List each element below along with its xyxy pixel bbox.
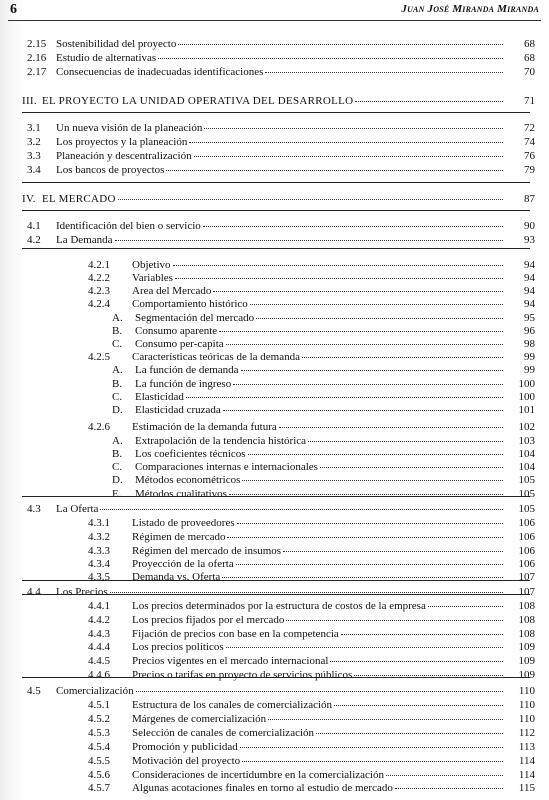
dot-leader — [204, 128, 503, 129]
dot-leader — [354, 675, 503, 676]
dot-leader — [173, 265, 504, 266]
toc-entry — [0, 517, 549, 529]
toc-entry-page: 90 — [524, 220, 535, 232]
toc-entry-number: 4.4.3 — [88, 628, 110, 640]
section-rule — [22, 677, 530, 678]
toc-entry-title: Elasticidad cruzada — [135, 404, 221, 416]
toc-entry-title: Algunas acotaciones finales en torno al estudio de mercado — [132, 782, 393, 794]
dot-leader — [286, 620, 503, 621]
toc-entry-page: 109 — [518, 655, 535, 667]
toc-entry-number: 4.2.1 — [88, 259, 110, 271]
toc-entry-title: Listado de proveedores — [132, 517, 235, 529]
toc-entry-number: C. — [112, 391, 123, 403]
toc-entry-page: 94 — [524, 298, 535, 310]
toc-entry-page: 94 — [524, 259, 535, 271]
toc-entry-page: 114 — [518, 755, 535, 767]
toc-entry-title: Comercialización — [56, 685, 134, 697]
toc-entry — [0, 699, 549, 711]
toc-entry — [0, 655, 549, 667]
toc-entry-title: Los Precios — [56, 586, 108, 598]
toc-entry-title: Selección de canales de comercialización — [132, 727, 315, 739]
toc-entry — [0, 404, 549, 416]
toc-entry-page: 109 — [518, 641, 535, 653]
toc-entry-page: 108 — [518, 628, 535, 640]
toc-entry-number: 4.2.4 — [88, 298, 110, 310]
toc-entry-title: Características teóricas de la demanda — [132, 351, 300, 363]
dot-leader — [222, 577, 503, 578]
toc-entry — [0, 435, 549, 447]
toc-entry-page: 96 — [524, 325, 535, 337]
toc-entry — [0, 755, 549, 767]
dot-leader — [226, 344, 503, 345]
toc-entry-title: Estudio de alternativas — [56, 52, 157, 64]
toc-entry-title: La Oferta — [56, 503, 99, 515]
toc-entry-title: Los coeficientes técnicos — [135, 448, 246, 460]
toc-entry — [0, 391, 549, 403]
toc-entry-number: D. — [112, 404, 123, 416]
toc-entry — [0, 164, 549, 176]
toc-entry-number: IV. — [22, 193, 36, 205]
toc-entry-title: Area del Mercado — [132, 285, 212, 297]
dot-leader — [219, 331, 503, 332]
toc-entry-title: Planeación y descentralización — [56, 150, 192, 162]
toc-entry-page: 109 — [518, 669, 535, 681]
toc-entry — [0, 769, 549, 781]
section-rule — [22, 580, 530, 581]
toc-entry — [0, 503, 549, 515]
section-rule — [22, 594, 530, 595]
dot-leader — [265, 72, 503, 73]
dot-leader — [334, 705, 503, 706]
toc-entry — [0, 628, 549, 640]
toc-entry — [0, 545, 549, 557]
toc-entry-page: 76 — [524, 150, 535, 162]
toc-entry — [0, 421, 549, 433]
toc-entry-title: EL PROYECTO LA UNIDAD OPERATIVA DEL DESARROLLO — [42, 95, 354, 107]
toc-entry-page: 95 — [524, 312, 535, 324]
toc-entry-title: Proyección de la oferta — [132, 558, 234, 570]
toc-entry-page: 71 — [524, 95, 535, 107]
toc-entry-page: 105 — [518, 488, 535, 500]
toc-entry — [0, 38, 549, 50]
toc-entry-title: Promoción y publicidad — [132, 741, 238, 753]
toc-entry-page: 98 — [524, 338, 535, 350]
dot-leader — [279, 427, 503, 428]
dot-leader — [227, 537, 503, 538]
toc-entry-page: 101 — [518, 404, 535, 416]
toc-entry-number: 4.2.3 — [88, 285, 110, 297]
toc-entry — [0, 136, 549, 148]
toc-entry-page: 106 — [518, 517, 535, 529]
toc-entry — [0, 558, 549, 570]
toc-entry-page: 93 — [524, 234, 535, 246]
toc-entry-number: 4.3.3 — [88, 545, 110, 557]
toc-entry-title: EL MERCADO — [42, 193, 116, 205]
toc-entry-number: B. — [112, 448, 123, 460]
dot-leader — [136, 691, 503, 692]
dot-leader — [302, 357, 503, 358]
toc-entry — [0, 586, 549, 598]
toc-entry-title: Extrapolación de la tendencia histórica — [135, 435, 307, 447]
toc-entry-page: 114 — [518, 769, 535, 781]
toc-entry — [0, 600, 549, 612]
toc-entry-number: A. — [112, 364, 123, 376]
toc-entry-title: Segmentación del mercado — [135, 312, 255, 324]
toc-entry-title: La función de demanda — [135, 364, 239, 376]
running-head-author: Juan José Miranda Miranda — [401, 3, 539, 15]
toc-entry-title: Elasticidad — [135, 391, 184, 403]
toc-entry-page: 68 — [524, 38, 535, 50]
toc-entry — [0, 234, 549, 246]
dot-leader — [233, 384, 503, 385]
toc-entry-page: 113 — [518, 741, 535, 753]
dot-leader — [175, 278, 503, 279]
toc-entry — [0, 298, 549, 310]
toc-entry-number: 2.15 — [27, 38, 47, 50]
dot-leader — [242, 761, 503, 762]
toc-entry — [0, 52, 549, 64]
toc-entry-page: 94 — [524, 285, 535, 297]
section-rule — [22, 248, 530, 249]
toc-entry-page: 112 — [518, 727, 535, 739]
toc-entry-page: 110 — [518, 685, 535, 697]
dot-leader — [203, 226, 503, 227]
toc-entry — [0, 614, 549, 626]
toc-entry-number: A. — [112, 435, 123, 447]
toc-entry-page: 87 — [524, 193, 535, 205]
toc-entry-page: 115 — [518, 782, 535, 794]
toc-entry-number: B. — [112, 378, 123, 390]
section-rule — [22, 112, 530, 113]
toc-entry — [0, 461, 549, 473]
toc-entry-page: 106 — [518, 531, 535, 543]
toc-entry-page: 102 — [518, 421, 535, 433]
toc-entry — [0, 272, 549, 284]
toc-entry — [0, 364, 549, 376]
toc-entry — [0, 220, 549, 232]
toc-entry-page: 74 — [524, 136, 535, 148]
dot-leader — [194, 156, 503, 157]
toc-entry-title: Los precios determinados por la estructura de costos de la empresa — [132, 600, 426, 612]
dot-leader — [241, 370, 503, 371]
toc-entry — [0, 351, 549, 363]
toc-entry-page: 94 — [524, 272, 535, 284]
toc-entry-page: 72 — [524, 122, 535, 134]
toc-entry-number: 4.4 — [27, 586, 41, 598]
toc-entry — [0, 338, 549, 350]
toc-entry-number: 4.4.4 — [88, 641, 110, 653]
section-rule — [22, 496, 530, 497]
toc-entry-page: 70 — [524, 66, 535, 78]
toc-entry-title: Demanda vs. Oferta — [132, 571, 221, 583]
toc-entry-number: D. — [112, 474, 123, 486]
section-rule — [22, 182, 530, 183]
dot-leader — [341, 634, 503, 635]
toc-entry-title: Precios o tarifas en proyecto de servicios públicos — [132, 669, 353, 681]
dot-leader — [158, 58, 503, 59]
toc-entry — [0, 571, 549, 583]
toc-entry-title: Métodos cualitativos — [135, 488, 227, 500]
toc-entry-number: 4.2 — [27, 234, 41, 246]
toc-entry-page: 104 — [518, 461, 535, 473]
toc-entry-title: Los bancos de proyectos — [56, 164, 165, 176]
toc-entry-page: 100 — [518, 391, 535, 403]
toc-entry-page: 110 — [518, 713, 535, 725]
toc-entry — [0, 122, 549, 134]
dot-leader — [242, 480, 503, 481]
dot-leader — [308, 441, 503, 442]
toc-entry-title: Consumo aparente — [135, 325, 218, 337]
toc-entry-page: 79 — [524, 164, 535, 176]
dot-leader — [428, 606, 503, 607]
toc-entry-title: Variables — [132, 272, 173, 284]
toc-entry-title: Comportamiento histórico — [132, 298, 248, 310]
dot-leader — [223, 410, 503, 411]
dot-leader — [386, 775, 503, 776]
toc-chapter — [0, 95, 549, 107]
toc-entry-page: 110 — [518, 699, 535, 711]
toc-entry-title: Estructura de los canales de comercialización — [132, 699, 333, 711]
toc-entry-number: 4.3.1 — [88, 517, 110, 529]
dot-leader — [237, 523, 503, 524]
dot-leader — [240, 747, 503, 748]
toc-entry-number: 4.5.2 — [88, 713, 110, 725]
toc-entry-title: Un nueva visión de la planeación — [56, 122, 203, 134]
toc-entry-number: 4.2.6 — [88, 421, 110, 433]
toc-entry-page: 105 — [518, 474, 535, 486]
toc-entry — [0, 259, 549, 271]
toc-entry-page: 107 — [518, 586, 535, 598]
dot-leader — [178, 44, 503, 45]
toc-entry-title: Consecuencias de inadecuadas identificaciones — [56, 66, 264, 78]
toc-entry-title: Motivación del proyecto — [132, 755, 241, 767]
toc-entry-title: Consideraciones de incertidumbre en la comercialización — [132, 769, 384, 781]
toc-entry-number: 4.3 — [27, 503, 41, 515]
toc-entry — [0, 448, 549, 460]
toc-entry-number: 4.1 — [27, 220, 41, 232]
toc-entry-title: Fijación de precios con base en la competencia — [132, 628, 339, 640]
toc-entry-title: Precios vigentes en el mercado internacional — [132, 655, 329, 667]
dot-leader — [110, 592, 503, 593]
toc-entry-page: 104 — [518, 448, 535, 460]
dot-leader — [320, 467, 503, 468]
toc-entry-number: 2.17 — [27, 66, 47, 78]
toc-entry-page: 103 — [518, 435, 535, 447]
dot-leader — [115, 240, 504, 241]
toc-entry — [0, 531, 549, 543]
toc-entry-number: 4.5.4 — [88, 741, 110, 753]
toc-entry-page: 106 — [518, 558, 535, 570]
toc-entry-number: B. — [112, 325, 123, 337]
toc-entry-title: La Demanda — [56, 234, 113, 246]
toc-entry-title: Estimación de la demanda futura — [132, 421, 277, 433]
toc-entry-number: 3.3 — [27, 150, 41, 162]
toc-entry-title: Sostenibilidad del proyecto — [56, 38, 177, 50]
toc-entry — [0, 669, 549, 681]
toc-entry-number: 4.2.2 — [88, 272, 110, 284]
dot-leader — [395, 788, 503, 789]
toc-entry — [0, 325, 549, 337]
toc-entry-number: 4.2.5 — [88, 351, 110, 363]
toc-entry-title: Márgenes de comercialización — [132, 713, 267, 725]
toc-entry-title: Métodos econométricos — [135, 474, 241, 486]
toc-entry — [0, 150, 549, 162]
dot-leader — [236, 564, 503, 565]
toc-entry — [0, 685, 549, 697]
dot-leader — [226, 647, 503, 648]
toc-entry-title: Objetivo — [132, 259, 171, 271]
toc-entry-title: Identificación del bien o servicio — [56, 220, 201, 232]
toc-entry-number: 4.4.1 — [88, 600, 110, 612]
toc-entry-number: 4.5.6 — [88, 769, 110, 781]
toc-entry-title: Consumo per-capita — [135, 338, 224, 350]
dot-leader — [213, 291, 503, 292]
toc-entry-number: 3.4 — [27, 164, 41, 176]
toc-entry-number: 4.5.1 — [88, 699, 110, 711]
toc-entry — [0, 474, 549, 486]
dot-leader — [229, 494, 503, 495]
toc-entry — [0, 488, 549, 500]
toc-entry-number: 4.5.5 — [88, 755, 110, 767]
toc-entry-number: 4.4.5 — [88, 655, 110, 667]
dot-leader — [100, 509, 503, 510]
toc-entry-number: C. — [112, 461, 123, 473]
toc-entry — [0, 66, 549, 78]
toc-entry-number: 3.1 — [27, 122, 41, 134]
toc-entry-page: 108 — [518, 614, 535, 626]
toc-entry — [0, 741, 549, 753]
page-number: 6 — [10, 2, 17, 17]
toc-entry-title: Los precios políticos — [132, 641, 224, 653]
dot-leader — [256, 318, 503, 319]
toc-entry-page: 99 — [524, 364, 535, 376]
toc-entry — [0, 312, 549, 324]
toc-entry-number: 4.4.6 — [88, 669, 110, 681]
section-rule — [22, 210, 530, 211]
dot-leader — [250, 304, 503, 305]
toc-entry-page: 68 — [524, 52, 535, 64]
toc-entry — [0, 285, 549, 297]
toc-entry-title: Los precios fijados por el mercado — [132, 614, 285, 626]
toc-entry-number: 4.3.2 — [88, 531, 110, 543]
toc-entry-number: E. — [112, 488, 122, 500]
toc-entry-number: 2.16 — [27, 52, 47, 64]
toc-entry-page: 108 — [518, 600, 535, 612]
toc-entry-number: 4.5.3 — [88, 727, 110, 739]
toc-entry-page: 99 — [524, 351, 535, 363]
toc-entry-title: Los proyectos y la planeación — [56, 136, 188, 148]
toc-entry — [0, 641, 549, 653]
toc-entry — [0, 727, 549, 739]
dot-leader — [316, 733, 503, 734]
toc-entry — [0, 378, 549, 390]
dot-leader — [166, 170, 503, 171]
dot-leader — [186, 397, 503, 398]
dot-leader — [248, 454, 503, 455]
toc-entry-title: La función de ingreso — [135, 378, 232, 390]
toc-entry-number: C. — [112, 338, 123, 350]
toc-entry-number: 4.5 — [27, 685, 41, 697]
toc-entry-page: 100 — [518, 378, 535, 390]
toc-entry-number: A. — [112, 312, 123, 324]
dot-leader — [355, 101, 503, 102]
toc-entry-title: Régimen de mercado — [132, 531, 226, 543]
dot-leader — [118, 199, 503, 200]
toc-entry-number: 4.3.5 — [88, 571, 110, 583]
toc-entry-page: 106 — [518, 545, 535, 557]
toc-entry-number: 4.3.4 — [88, 558, 110, 570]
toc-entry-title: Comparaciones internas e internacionales — [135, 461, 318, 473]
toc-entry-number: 4.5.7 — [88, 782, 110, 794]
dot-leader — [330, 661, 503, 662]
toc-entry — [0, 713, 549, 725]
toc-entry-title: Régimen del mercado de insumos — [132, 545, 282, 557]
dot-leader — [189, 142, 503, 143]
toc-entry-page: 107 — [518, 571, 535, 583]
header-rule — [8, 20, 541, 21]
running-header — [10, 2, 539, 18]
toc-entry-page: 105 — [518, 503, 535, 515]
toc-chapter — [0, 193, 549, 205]
dot-leader — [283, 551, 503, 552]
dot-leader — [268, 719, 503, 720]
toc-entry-number: 4.4.2 — [88, 614, 110, 626]
toc-entry — [0, 782, 549, 794]
toc-entry-number: III. — [22, 95, 37, 107]
toc-entry-number: 3.2 — [27, 136, 41, 148]
